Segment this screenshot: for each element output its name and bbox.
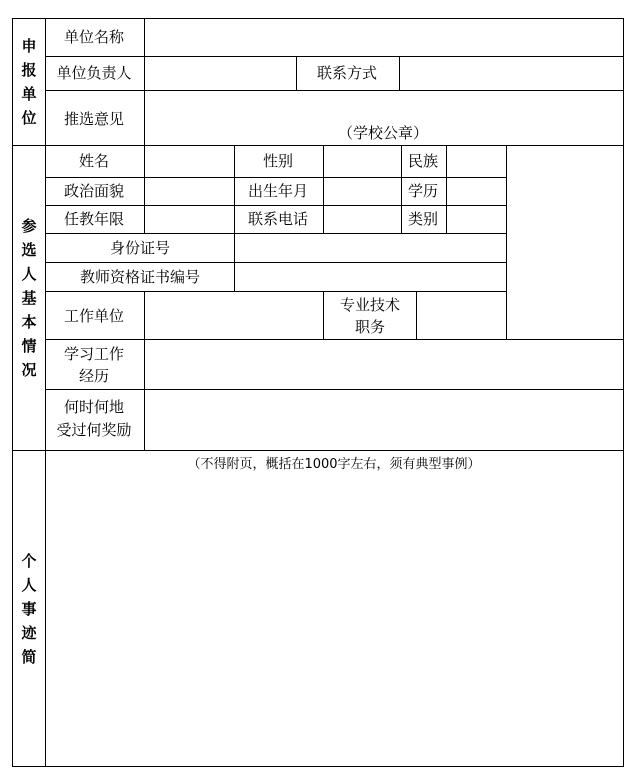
gender-label: 性别 [262, 152, 294, 170]
professional-title-field[interactable] [418, 293, 505, 338]
awards-label-line1: 何时何地 [63, 398, 125, 416]
section-label-deeds [13, 451, 45, 766]
section-char: 基 [21, 289, 37, 307]
category-label: 类别 [407, 210, 439, 228]
unit-leader-field[interactable] [146, 58, 295, 89]
deeds-field[interactable] [47, 478, 622, 765]
id-number-label: 身份证号 [109, 239, 171, 257]
contact-field[interactable] [401, 58, 622, 89]
awards-label-line2: 受过何奖励 [56, 421, 132, 439]
section-char: 单 [21, 85, 37, 103]
section-char: 位 [21, 109, 37, 127]
section-char: 报 [21, 61, 37, 79]
professional-title-label-line2: 职务 [354, 318, 386, 336]
section-char: 人 [21, 265, 37, 283]
phone-field[interactable] [325, 207, 400, 232]
birth-date-field[interactable] [325, 179, 400, 204]
section-char: 选 [21, 241, 37, 259]
section-char: 申 [21, 37, 37, 55]
section-char: 况 [21, 361, 37, 379]
recommendation-field[interactable] [146, 92, 622, 122]
section-char: 事 [21, 599, 37, 618]
history-field[interactable] [146, 341, 622, 388]
work-unit-field[interactable] [146, 293, 322, 338]
ethnicity-label: 民族 [407, 152, 439, 170]
awards-field[interactable] [146, 391, 622, 449]
school-seal-text: （学校公章） [337, 124, 429, 142]
section-label-candidate [13, 146, 45, 450]
education-label: 学历 [407, 182, 439, 200]
teacher-cert-field[interactable] [236, 264, 505, 290]
id-number-field[interactable] [236, 235, 505, 261]
section-char: 简 [21, 647, 37, 666]
section-char: 个 [21, 551, 37, 570]
history-label-line2: 经历 [78, 367, 110, 385]
section-char: 本 [21, 313, 37, 331]
political-status-label: 政治面貌 [63, 182, 125, 200]
unit-name-field[interactable] [146, 20, 622, 55]
name-field[interactable] [146, 147, 233, 176]
teacher-cert-label: 教师资格证书编号 [79, 268, 201, 286]
section-char: 迹 [21, 623, 37, 642]
deeds-instruction-note: （不得附页，概括在1000字左右，须有典型事例） [187, 457, 481, 472]
teaching-years-label: 任教年限 [63, 210, 125, 228]
unit-leader-label: 单位负责人 [56, 64, 132, 82]
section-label-applicant [13, 19, 45, 145]
work-unit-label: 工作单位 [63, 307, 125, 325]
category-field[interactable] [448, 207, 505, 232]
phone-label: 联系电话 [247, 210, 309, 228]
unit-name-label: 单位名称 [63, 28, 125, 46]
section-char: 情 [21, 337, 37, 355]
section-char: 人 [21, 575, 37, 594]
ethnicity-field[interactable] [448, 147, 505, 176]
education-field[interactable] [448, 179, 505, 204]
professional-title-label-line1: 专业技术 [339, 296, 401, 314]
history-label-line1: 学习工作 [63, 345, 125, 363]
recommendation-label: 推选意见 [63, 110, 125, 128]
contact-label: 联系方式 [316, 64, 378, 82]
section-char: 参 [21, 217, 37, 235]
birth-date-label: 出生年月 [247, 182, 309, 200]
teaching-years-field[interactable] [146, 207, 233, 232]
political-status-field[interactable] [146, 179, 233, 204]
name-label: 姓名 [78, 152, 110, 170]
gender-field[interactable] [325, 147, 400, 176]
